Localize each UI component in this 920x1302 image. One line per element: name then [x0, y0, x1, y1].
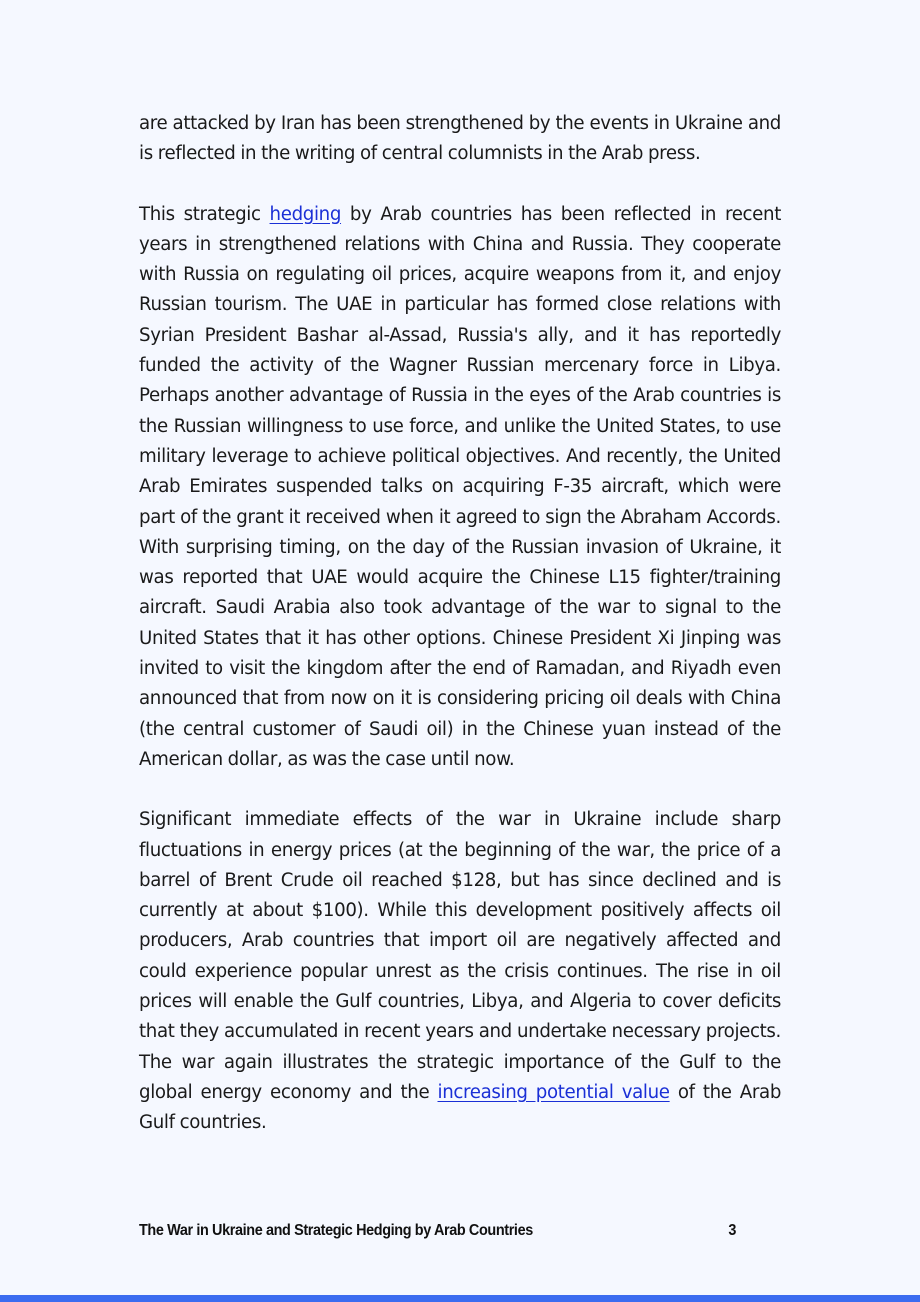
increasing-potential-value-link[interactable]: increasing potential value [437, 1081, 670, 1103]
page-number: 3 [728, 1222, 737, 1239]
paragraph-2-text-start: This strategic [139, 203, 270, 225]
bottom-accent-bar [0, 1295, 920, 1302]
article-body [139, 109, 781, 1169]
paragraph-3 [139, 805, 781, 1138]
hedging-link[interactable]: hedging [269, 203, 342, 225]
paragraph-2 [139, 200, 781, 776]
paragraph-3-text-end: of the Arab Gulf countries. [139, 1081, 782, 1134]
page-footer [139, 1222, 736, 1240]
paragraph-1 [139, 109, 781, 170]
footer-title: The War in Ukraine and Strategic Hedging by Arab Countries [139, 1222, 533, 1239]
paragraph-2-text-rest: by Arab countries has been reflected in recent years in strengthened relations with China and Russia. They cooperate with Russia on regulating oil prices, acquire weapons from it, and enjoy Russian tourism. The UAE in particular has formed close relations with Syrian President Bashar al-Assad, Russia's ally, and it has reportedly funded the activity of the Wagner Russian mercenary force in Libya. Perhaps another advantage of Russia in the eyes of the Arab countries is the Russian willingness to use force, and unlike the United States, to use military leverage to achieve political objectives. And recently, the United Arab Emirates suspended talks on acquiring F-35 aircraft, which were part of the grant it received when it agreed to sign the Abraham Accords. With surprising timing, on the day of the Russian invasion of Ukraine, it was reported that UAE would acquire the Chinese L15 fighter/training aircraft. Saudi Arabia also took advantage of the war to signal to the United States that it has other options. Chinese President Xi Jinping was invited to visit the kingdom after the end of Ramadan, and Riyadh even announced that from now on it is considering pricing oil deals with China (the central customer of Saudi oil) in the Chinese yuan instead of the American dollar, as was the case until now. [139, 203, 781, 770]
paragraph-1-text: are attacked by Iran has been strengthened by the events in Ukraine and is reflected in the writing of central columnists in the Arab press. [139, 113, 781, 165]
paragraph-3-text-start: Significant immediate effects of the war in Ukraine include sharp fluctuations in energy prices (at the beginning of the war, the price of a barrel of Brent Crude oil reached $128, but has since declined and is currently at about $100). While this development positively affects oil producers, Arab countries that import oil are negatively affected and could experience popular unrest as the crisis continues. The rise in oil prices will enable the Gulf countries, Libya, and Algeria to cover deficits that they accumulated in recent years and undertake necessary projects. The war again illustrates the strategic importance of the Gulf to the global energy economy and the [139, 809, 781, 1103]
